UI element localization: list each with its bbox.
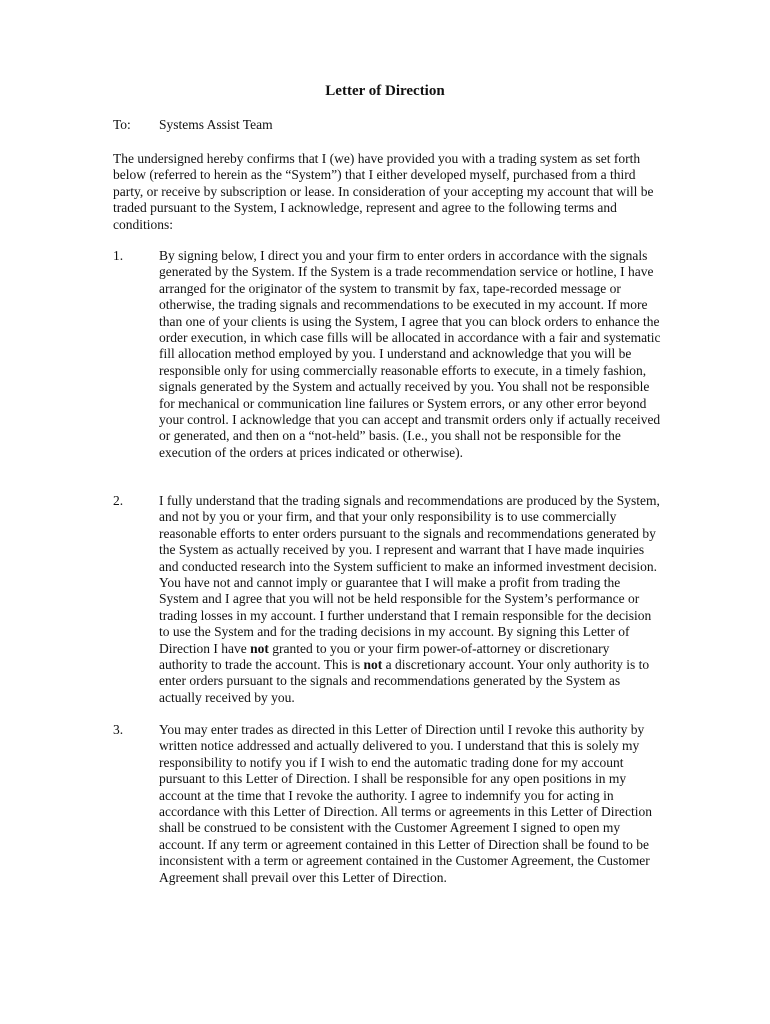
- emphasis-not: not: [363, 657, 383, 673]
- item-number: 2.: [113, 493, 124, 508]
- item-text-part: a discretionary account. Your only authority is to enter orders pursuant to the signals and recommendations generated by the System as actually received by you.: [159, 657, 650, 705]
- item-number: 1.: [113, 248, 124, 263]
- item-text-part: I fully understand that the trading signals and recommendations are produced by the System, and not by you or your firm, and that your only responsibility is to use commercially reasonable efforts to enter orders pursuant to the signals and recommendations generated by the System as actually received by you. I represent and warrant that I have made inquiries and conducted research into the System sufficient to make an informed investment decision. You have not and cannot imply or guarantee that I will make a profit from trading the System and I agree that you will not be held responsible for the System’s performance or trading losses in my account. I further understand that I remain responsible for the decision to use the System and for the trading decisions in my account. By signing this Letter of Direction I have: [159, 493, 660, 656]
- emphasis-not: not: [250, 640, 269, 656]
- to-value: Systems Assist Team: [159, 117, 273, 132]
- list-item: [113, 248, 661, 461]
- item-text: [159, 493, 661, 706]
- document-title: Letter of Direction: [325, 83, 445, 99]
- intro-paragraph: The undersigned hereby confirms that I (we) have provided you with a trading system as set forth below (referred to herein as the “System”) that I either developed myself, purchased from a third party, or receive by subscription or lease. In consideration of your accepting my account that will be traded pursuant to the System, I acknowledge, represent and agree to the following terms and conditions:: [113, 151, 654, 232]
- item-number: 3.: [113, 722, 124, 737]
- item-text: You may enter trades as directed in this Letter of Direction until I revoke this authority by written notice addressed and actually delivered to you. I understand that this is solely my responsibility to notify you if I wish to end the automatic trading done for my account pursuant to this Letter of Direction. I shall be responsible for any open positions in my account at the time that I revoke the authority. I agree to indemnify you for acting in accordance with this Letter of Direction. All terms or agreements in this Letter of Direction shall be construed to be consistent with the Customer Agreement I signed to open my account. If any term or agreement contained in this Letter of Direction shall be found to be inconsistent with a term or agreement contained in the Customer Agreement, the Customer Agreement shall prevail over this Letter of Direction.: [159, 722, 652, 885]
- item-text-part: granted to you or your firm power-of-attorney or discretionary authority to trade the account. This is: [159, 640, 610, 673]
- to-label: To:: [113, 117, 131, 132]
- list-item: [113, 722, 661, 886]
- recipient-line: [113, 116, 273, 134]
- list-item: [113, 493, 661, 706]
- item-text: By signing below, I direct you and your firm to enter orders in accordance with the signals generated by the System. If the System is a trade recommendation service or hotline, I have arranged for the originator of the system to transmit by fax, tape-recorded message or otherwise, the trading signals and recommendations to be executed in my account. If more than one of your clients is using the System, I agree that you can block orders to enhance the order execution, in which case fills will be allocated in accordance with a fair and systematic fill allocation method employed by you. I understand and acknowledge that you will be responsible only for using commercially reasonable efforts to execute, in a timely fashion, signals generated by the System and actually received by you. You shall not be responsible for mechanical or communication line failures or System errors, or any other error beyond your control. I acknowledge that you can accept and transmit orders only if actually received or generated, and then on a “not-held” basis. (I.e., you shall not be responsible for the execution of the orders at prices indicated or otherwise).: [159, 248, 661, 460]
